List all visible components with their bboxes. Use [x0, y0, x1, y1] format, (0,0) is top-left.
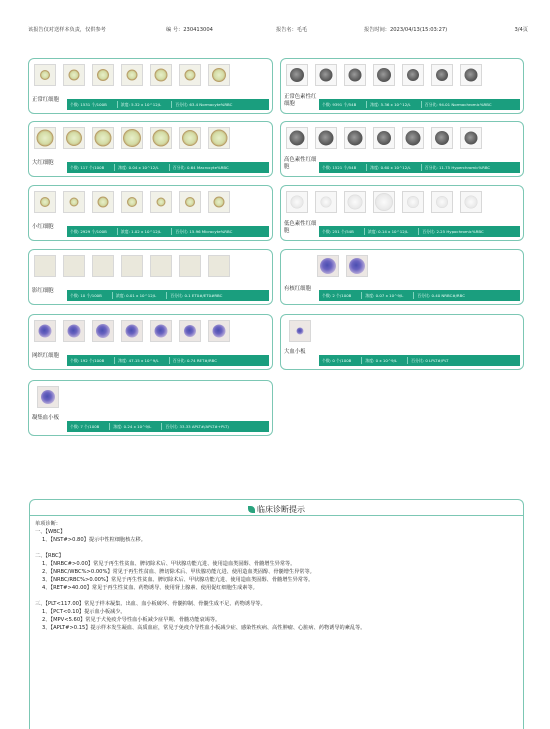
cell-thumbnail[interactable] — [63, 255, 85, 277]
cell-thumbnail[interactable] — [286, 191, 308, 213]
cell-image — [180, 256, 200, 276]
cell-image — [319, 131, 334, 146]
cell-thumbnail[interactable] — [150, 64, 172, 86]
stat-count: 个数: 9391 个/54B — [322, 101, 357, 107]
cell-thumbnail[interactable] — [34, 320, 56, 342]
cell-thumbnail[interactable] — [92, 191, 114, 213]
diagnosis-line: 2、【NRBC/WBC%>0.00%】常见于再生性贫血、脾切除术后、甲状腺功能亢进、使用造血类固醇、骨髓增生异常等。 — [42, 569, 315, 576]
separator — [364, 228, 365, 235]
cell-thumbnail[interactable] — [460, 127, 482, 149]
cell-thumbnail[interactable] — [344, 127, 366, 149]
cell-type-label: 大血小板 — [284, 349, 306, 355]
separator — [171, 101, 172, 108]
cell-thumbnail[interactable] — [315, 191, 337, 213]
stat-conc: 浓度: 0.60 x 10^12/L — [370, 164, 411, 170]
cell-type-label: 高色素性红细胞 — [284, 157, 317, 170]
cell-image — [93, 256, 113, 276]
cell-image — [182, 130, 198, 146]
cell-image — [70, 198, 79, 207]
cell-image — [407, 196, 419, 208]
cell-thumbnail[interactable] — [179, 320, 201, 342]
cell-thumbnail[interactable] — [373, 64, 395, 86]
cell-thumbnail[interactable] — [402, 64, 424, 86]
cell-image — [375, 193, 393, 211]
cell-image — [348, 195, 363, 210]
stats-bar — [67, 99, 269, 110]
stats-bar — [319, 99, 520, 110]
cell-thumbnail[interactable] — [179, 191, 201, 213]
diagnosis-line: 一、【WBC】 — [35, 529, 66, 536]
reporter — [276, 26, 307, 33]
stats-bar — [319, 290, 520, 301]
reporter-value: 毛毛 — [296, 27, 308, 33]
cell-thumbnail[interactable] — [431, 127, 453, 149]
cell-thumbnail[interactable] — [121, 255, 143, 277]
cell-thumbnail[interactable] — [431, 64, 453, 86]
cell-thumbnails — [286, 191, 482, 217]
diagnosis-line: 4、【RET#>40.00】常见于再生性贫血、药物诱导、使用肾上腺素、使用促红细胞生成素等。 — [42, 585, 258, 592]
cell-image — [213, 325, 226, 338]
diagnosis-title-text: 临床诊断提示 — [257, 505, 305, 514]
time-value: 2023/04/13(15:03:27) — [389, 27, 448, 33]
cell-image — [123, 129, 141, 147]
cell-thumbnail[interactable] — [208, 191, 230, 213]
separator — [421, 164, 422, 171]
cell-image — [122, 256, 142, 276]
cell-image — [185, 197, 195, 207]
cell-thumbnail[interactable] — [317, 255, 339, 277]
cell-type-label: 影红细胞 — [32, 288, 54, 294]
cell-thumbnail[interactable] — [63, 191, 85, 213]
separator — [366, 164, 367, 171]
stat-ratio: 百分比: 63.4 Normocyte%RBC — [175, 101, 233, 107]
page-number: 3/4页 — [514, 27, 528, 33]
separator — [109, 423, 110, 430]
cell-thumbnail[interactable] — [315, 64, 337, 86]
cell-image — [69, 70, 80, 81]
stats-bar — [319, 355, 520, 366]
cell-card — [28, 380, 273, 436]
stat-count: 个数: 251 个/54B — [322, 228, 354, 234]
cell-image — [151, 256, 171, 276]
cell-thumbnail[interactable] — [208, 255, 230, 277]
cell-thumbnail[interactable] — [460, 191, 482, 213]
cell-thumbnail[interactable] — [121, 127, 143, 149]
cell-image — [349, 258, 365, 274]
stat-conc: 浓度: 0 x 10^9/L — [365, 357, 398, 363]
stat-ratio: 百分比: 0 LPLT#/PLT — [411, 357, 449, 363]
stat-ratio: 百分比: 94.01 Normochromic%RBC — [424, 101, 492, 107]
separator — [361, 357, 362, 364]
cell-thumbnails — [34, 191, 230, 217]
cell-thumbnails — [34, 320, 230, 346]
cell-image — [35, 256, 55, 276]
cell-image — [185, 70, 196, 81]
cell-type-label: 大红细胞 — [32, 160, 54, 166]
cell-image — [40, 70, 50, 80]
time-label: 报告时间： — [364, 27, 390, 33]
cell-image — [465, 69, 478, 82]
cell-image — [297, 328, 304, 335]
stat-conc: 浓度: 0.04 x 10^12/L — [118, 164, 159, 170]
separator — [413, 292, 414, 299]
stats-bar — [319, 162, 520, 173]
cell-image — [212, 68, 226, 82]
cell-image — [37, 130, 54, 147]
cell-image — [155, 69, 168, 82]
separator — [418, 228, 419, 235]
cell-thumbnail[interactable] — [63, 127, 85, 149]
stat-conc: 浓度: 47.15 x 10^9/L — [118, 357, 159, 363]
cell-thumbnails — [34, 64, 230, 90]
stats-bar — [67, 226, 269, 237]
cell-thumbnail[interactable] — [179, 64, 201, 86]
diagnosis-line: 三、【PLT<117.00】常见于样本凝集、出血、血小板破坏、骨髓抑制、骨髓生成不足、药物诱导等。 — [35, 600, 266, 607]
diagnosis-line: 1、【NST#>0.80】提示中性粒细胞核左移。 — [42, 537, 146, 544]
cell-thumbnails — [289, 320, 311, 346]
cell-image — [95, 130, 112, 147]
cell-image — [290, 68, 304, 82]
stat-count: 个数: 7 个/100B — [70, 423, 100, 429]
separator — [421, 101, 422, 108]
cell-image — [127, 197, 137, 207]
clinical-diagnosis-panel — [29, 499, 524, 729]
diagnosis-line: 3、【APLT#>0.15】提示样本发生凝血、高质血症，常见于免疫介导性血小板减少症、感染性疾病、高性肿瘤、心脏病、药物诱导的紊乱等。 — [42, 625, 366, 632]
cell-thumbnail[interactable] — [92, 64, 114, 86]
cell-image — [157, 198, 166, 207]
cell-thumbnail[interactable] — [208, 127, 230, 149]
diagnosis-title — [30, 504, 523, 515]
cell-thumbnail[interactable] — [92, 127, 114, 149]
cell-thumbnail[interactable] — [286, 64, 308, 86]
cell-thumbnail[interactable] — [92, 255, 114, 277]
stat-count: 个数: 192 个/100B — [70, 357, 105, 363]
stat-conc: 浓度: 0.24 x 10^9/L — [113, 423, 152, 429]
cell-thumbnails — [34, 255, 230, 281]
cell-thumbnail[interactable] — [373, 191, 395, 213]
cell-image — [40, 197, 50, 207]
diagnosis-line: 2、【MPV<5.60】常见于犬免疫介导性血小板减少症早期、骨髓功能衰竭等。 — [42, 617, 221, 624]
stat-conc: 浓度: 0.01 x 10^12/L — [115, 292, 157, 298]
cell-thumbnail[interactable] — [150, 127, 172, 149]
cell-thumbnail[interactable] — [460, 64, 482, 86]
cell-image — [126, 325, 139, 338]
cell-thumbnail[interactable] — [34, 191, 56, 213]
cell-image — [211, 130, 228, 147]
cell-image — [96, 324, 110, 338]
report-time — [364, 26, 447, 33]
stat-ratio: 百分比: 0.74 RET#/RBC — [172, 357, 217, 363]
cell-thumbnail[interactable] — [208, 320, 230, 342]
separator — [171, 228, 172, 235]
stat-ratio: 百分比: 0.64 Macrocyte%RBC — [172, 164, 229, 170]
separator — [114, 164, 115, 171]
cell-thumbnail[interactable] — [315, 127, 337, 149]
cell-card — [280, 58, 524, 114]
stat-ratio: 百分比: 11.75 Hyperchromic%RBC — [424, 164, 491, 170]
stats-bar — [67, 421, 269, 432]
diagnosis-line — [35, 545, 518, 552]
cell-image — [66, 130, 82, 146]
cell-card — [280, 185, 524, 241]
cell-image — [406, 131, 421, 146]
cell-image — [435, 131, 449, 145]
separator — [161, 423, 162, 430]
cell-type-label: 网织红细胞 — [32, 353, 59, 359]
separator — [169, 164, 170, 171]
cell-thumbnail[interactable] — [150, 255, 172, 277]
diagnosis-line: 单项诊断： — [35, 521, 61, 527]
cell-thumbnails — [317, 255, 368, 281]
cell-thumbnail[interactable] — [92, 320, 114, 342]
cell-card — [28, 249, 273, 305]
cell-thumbnail[interactable] — [150, 191, 172, 213]
stats-bar — [67, 162, 269, 173]
separator — [361, 292, 362, 299]
leaf-icon — [248, 506, 255, 513]
stat-ratio: 百分比: 0.40 NRBC#/RBC — [417, 292, 465, 298]
cell-card — [28, 58, 273, 114]
number-label: 编 号： — [166, 27, 184, 33]
separator — [166, 292, 167, 299]
cell-thumbnail[interactable] — [344, 64, 366, 86]
reporter-label: 报告名： — [276, 27, 297, 33]
stat-ratio: 百分比: 0.1 ET0#/ET0#RBC — [170, 292, 223, 298]
cell-thumbnails — [37, 386, 59, 412]
cell-thumbnail[interactable] — [346, 255, 368, 277]
stat-conc: 浓度: 0.14 x 10^12/L — [367, 228, 409, 234]
separator — [407, 357, 408, 364]
cell-thumbnail[interactable] — [121, 64, 143, 86]
cell-image — [127, 70, 138, 81]
diagnosis-line: 3、【NRBC/RBC%>0.00%】常见于再生性贫血、脾切除术后、甲状腺功能亢进、使用造血类固醇、骨髓增生异常等。 — [42, 577, 314, 584]
cell-thumbnail[interactable] — [402, 127, 424, 149]
diagnosis-line: 1、【NRBC#>0.00】常见于再生性贫血、脾切除术后、甲状腺功能亢进、使用造血类固醇、骨髓增生异常等。 — [42, 560, 296, 567]
cell-image — [320, 258, 336, 274]
separator — [117, 228, 118, 235]
cell-image — [465, 196, 478, 209]
number-value: 230413004 — [183, 27, 213, 33]
stat-ratio: 百分比: 2.25 Hypochromic%RBC — [422, 228, 484, 234]
cell-thumbnail[interactable] — [179, 255, 201, 277]
cell-image — [320, 69, 333, 82]
cell-thumbnail[interactable] — [286, 127, 308, 149]
cell-image — [209, 256, 229, 276]
cell-image — [155, 325, 168, 338]
stat-conc: 浓度: 0.07 x 10^9/L — [365, 292, 404, 298]
cell-thumbnail[interactable] — [63, 64, 85, 86]
cell-thumbnail[interactable] — [121, 191, 143, 213]
cell-thumbnail[interactable] — [179, 127, 201, 149]
cell-image — [407, 69, 419, 81]
cell-image — [291, 196, 304, 209]
cell-thumbnail[interactable] — [431, 191, 453, 213]
cell-image — [290, 131, 305, 146]
stat-ratio: 百分比: 33.33 APLT#/APLT#+PLT) — [165, 423, 229, 429]
stat-count: 个数: 117 个/100B — [70, 164, 105, 170]
stats-bar — [67, 355, 269, 366]
cell-thumbnail[interactable] — [121, 320, 143, 342]
diagnosis-line: 二、【RBC】 — [35, 552, 64, 559]
stat-count: 个数: 2929 个/100B — [70, 228, 107, 234]
stat-count: 个数: 1531 个/100B — [70, 101, 107, 107]
stat-count: 个数: 2 个/100B — [322, 292, 352, 298]
diagnosis-body — [35, 520, 518, 632]
cell-thumbnail[interactable] — [208, 64, 230, 86]
separator — [117, 101, 118, 108]
cell-thumbnail[interactable] — [150, 320, 172, 342]
stat-count: 个数: 10 个/100B — [70, 292, 102, 298]
cell-image — [98, 197, 109, 208]
stats-bar — [319, 226, 520, 237]
cell-thumbnail[interactable] — [289, 320, 311, 342]
cell-image — [436, 69, 448, 81]
stat-conc: 浓度: 1.02 x 10^12/L — [120, 228, 162, 234]
cell-card — [28, 314, 273, 370]
cell-thumbnail[interactable] — [344, 191, 366, 213]
cell-type-label: 小红细胞 — [32, 224, 54, 230]
divider — [30, 515, 523, 516]
stats-bar — [67, 290, 269, 301]
cell-thumbnails — [34, 127, 230, 153]
cell-image — [39, 325, 52, 338]
cell-type-label: 正常红细胞 — [32, 97, 59, 103]
cell-thumbnail[interactable] — [34, 127, 56, 149]
cell-image — [214, 197, 225, 208]
cell-type-label: 低色素性红细胞 — [284, 221, 317, 234]
cell-card — [28, 121, 273, 177]
separator — [366, 101, 367, 108]
cell-image — [41, 390, 55, 404]
separator — [112, 292, 113, 299]
cell-thumbnails — [286, 127, 482, 153]
cell-image — [377, 68, 391, 82]
cell-image — [68, 325, 81, 338]
cell-type-label: 凝集血小板 — [32, 415, 59, 421]
cell-card — [28, 185, 273, 241]
stat-conc: 浓度: 5.36 x 10^12/L — [370, 101, 411, 107]
cell-type-label: 正常色素性红细胞 — [284, 94, 317, 107]
stat-ratio: 百分比: 15.96 Microcyte%RBC — [175, 228, 233, 234]
cell-thumbnail[interactable] — [34, 255, 56, 277]
cell-image — [153, 130, 170, 147]
stat-conc: 浓度: 5.32 x 10^12/L — [120, 101, 162, 107]
cell-card — [280, 314, 524, 370]
cell-image — [349, 69, 362, 82]
report-header — [28, 26, 528, 38]
report-number — [166, 26, 213, 33]
cell-image — [348, 131, 363, 146]
separator — [169, 357, 170, 364]
cell-thumbnail[interactable] — [63, 320, 85, 342]
cell-image — [465, 132, 478, 145]
cell-thumbnail[interactable] — [37, 386, 59, 408]
diagnosis-line — [35, 593, 518, 600]
cell-thumbnail[interactable] — [34, 64, 56, 86]
cell-image — [64, 256, 84, 276]
cell-image — [436, 196, 448, 208]
cell-card — [280, 249, 524, 305]
separator — [114, 357, 115, 364]
cell-type-label: 有核红细胞 — [284, 286, 311, 292]
cell-image — [184, 325, 196, 337]
cell-image — [377, 131, 391, 145]
cell-image — [321, 197, 332, 208]
cell-thumbnail[interactable] — [402, 191, 424, 213]
stat-count: 个数: 1521 个/54B — [322, 164, 357, 170]
cell-thumbnail[interactable] — [373, 127, 395, 149]
stat-count: 个数: 0 个/100B — [322, 357, 352, 363]
cell-thumbnails — [286, 64, 482, 90]
cell-card — [280, 121, 524, 177]
diagnosis-line: 1、【PCT<0.10】提示血小板减少。 — [42, 608, 126, 615]
disclaimer-text: 该报告仅对送样本负责，仅供参考 — [28, 27, 106, 33]
cell-image — [97, 69, 109, 81]
